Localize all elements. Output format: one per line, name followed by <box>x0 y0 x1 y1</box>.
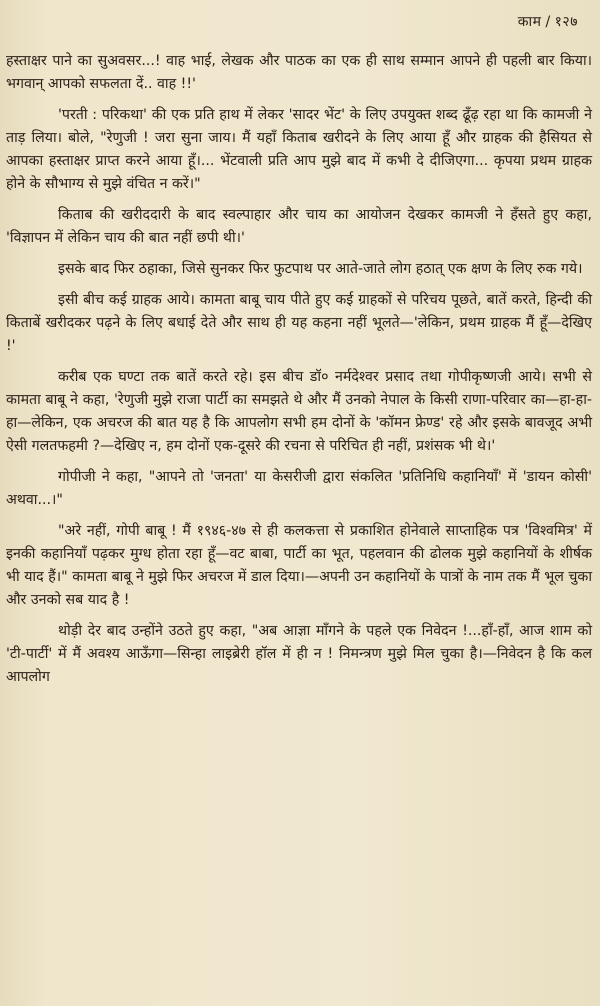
paragraph-3: किताब की खरीददारी के बाद स्वल्पाहार और चाय का आयोजन देखकर कामजी ने हँसते हुए कहा, 'विज्ञापन में लेकिन चाय की बात नहीं छपी थी।' <box>6 207 592 246</box>
running-title: काम <box>517 14 542 30</box>
page-body <box>6 50 592 697</box>
page-number: १२७ <box>554 14 578 30</box>
paragraph-2: 'परती : परिकथा' की एक प्रति हाथ में लेकर 'सादर भेंट' के लिए उपयुक्त शब्द ढूँढ़ रहा था कि कामजी ने ताड़ लिया। बोले, "रेणुजी ! जरा सुना जाय। मैं यहाँ किताब खरीदने के लिए आया हूँ और ग्राहक की हैसियत से आपका हस्ताक्षर प्राप्त करने आया हूँ।... भेंटवाली प्रति आप मुझे बाद में कभी दे दीजिएगा... कृपया प्रथम ग्राहक होने के सौभाग्य से मुझे वंचित न करें।" <box>6 107 592 192</box>
paragraph-4: इसके बाद फिर ठहाका, जिसे सुनकर फिर फुटपाथ पर आते-जाते लोग हठात् एक क्षण के लिए रुक गये। <box>58 261 583 277</box>
paragraph-6: करीब एक घण्टा तक बातें करते रहे। इस बीच डॉ० नर्मदेश्वर प्रसाद तथा गोपीकृष्णजी आये। सभी से कामता बाबू ने कहा, 'रेणुजी मुझे राजा पार्टी का समझते थे और मैं उनको नेपाल के किसी राणा-परिवार का—हा-हा-हा—लेकिन, एक अचरज की बात यह है कि आपलोग सभी हम दोनों के 'कॉमन फ्रेण्ड' रहे और इसके बावजूद अभी ऐसी गलतफहमी ?—देखिए न, हम दोनों एक-दूसरे की रचना से परिचित ही नहीं, प्रशंसक भी थे।' <box>6 369 592 454</box>
paragraph-5: इसी बीच कई ग्राहक आये। कामता बाबू चाय पीते हुए कई ग्राहकों से परिचय पूछते, बातें करते, हिन्दी की किताबें खरीदकर पढ़ने के लिए बधाई देते और साथ ही यह कहना नहीं भूलते—'लेकिन, प्रथम ग्राहक मैं हूँ—देखिए !' <box>6 292 592 354</box>
paragraph-9: थोड़ी देर बाद उन्होंने उठते हुए कहा, "अब आज्ञा माँगने के पहले एक निवेदन !...हाँ-हाँ, आज शाम को 'टी-पार्टी' में मैं अवश्य आऊँगा—सिन्हा लाइब्रेरी हॉल में ही न ! निमन्त्रण मुझे मिल चुका है।—निवेदन है कि कल आपलोग <box>6 623 592 685</box>
header-separator: / <box>545 14 551 30</box>
paragraph-8: "अरे नहीं, गोपी बाबू ! मैं १९४६-४७ से ही कलकत्ता से प्रकाशित होनेवाले साप्ताहिक पत्र 'विश्वमित्र' में इनकी कहानियाँ पढ़कर मुग्ध होता रहा हूँ—वट बाबा, पार्टी का भूत, पहलवान की ढोलक मुझे कहानियों के शीर्षक भी याद हैं।" कामता बाबू ने मुझे फिर अचरज में डाल दिया।—अपनी उन कहानियों के पात्रों के नाम तक मैं भूल चुका और उनको सब याद है ! <box>6 523 592 608</box>
paragraph-7: गोपीजी ने कहा, "आपने तो 'जनता' या केसरीजी द्वारा संकलित 'प्रतिनिधि कहानियाँ' में 'डायन कोसी' अथवा...।" <box>6 469 592 508</box>
paragraph-1: हस्ताक्षर पाने का सुअवसर...! वाह भाई, लेखक और पाठक का एक ही साथ सम्मान आपने ही पहली बार किया। भगवान् आपको सफलता दें.. वाह !!' <box>6 53 592 92</box>
running-header <box>518 12 578 31</box>
